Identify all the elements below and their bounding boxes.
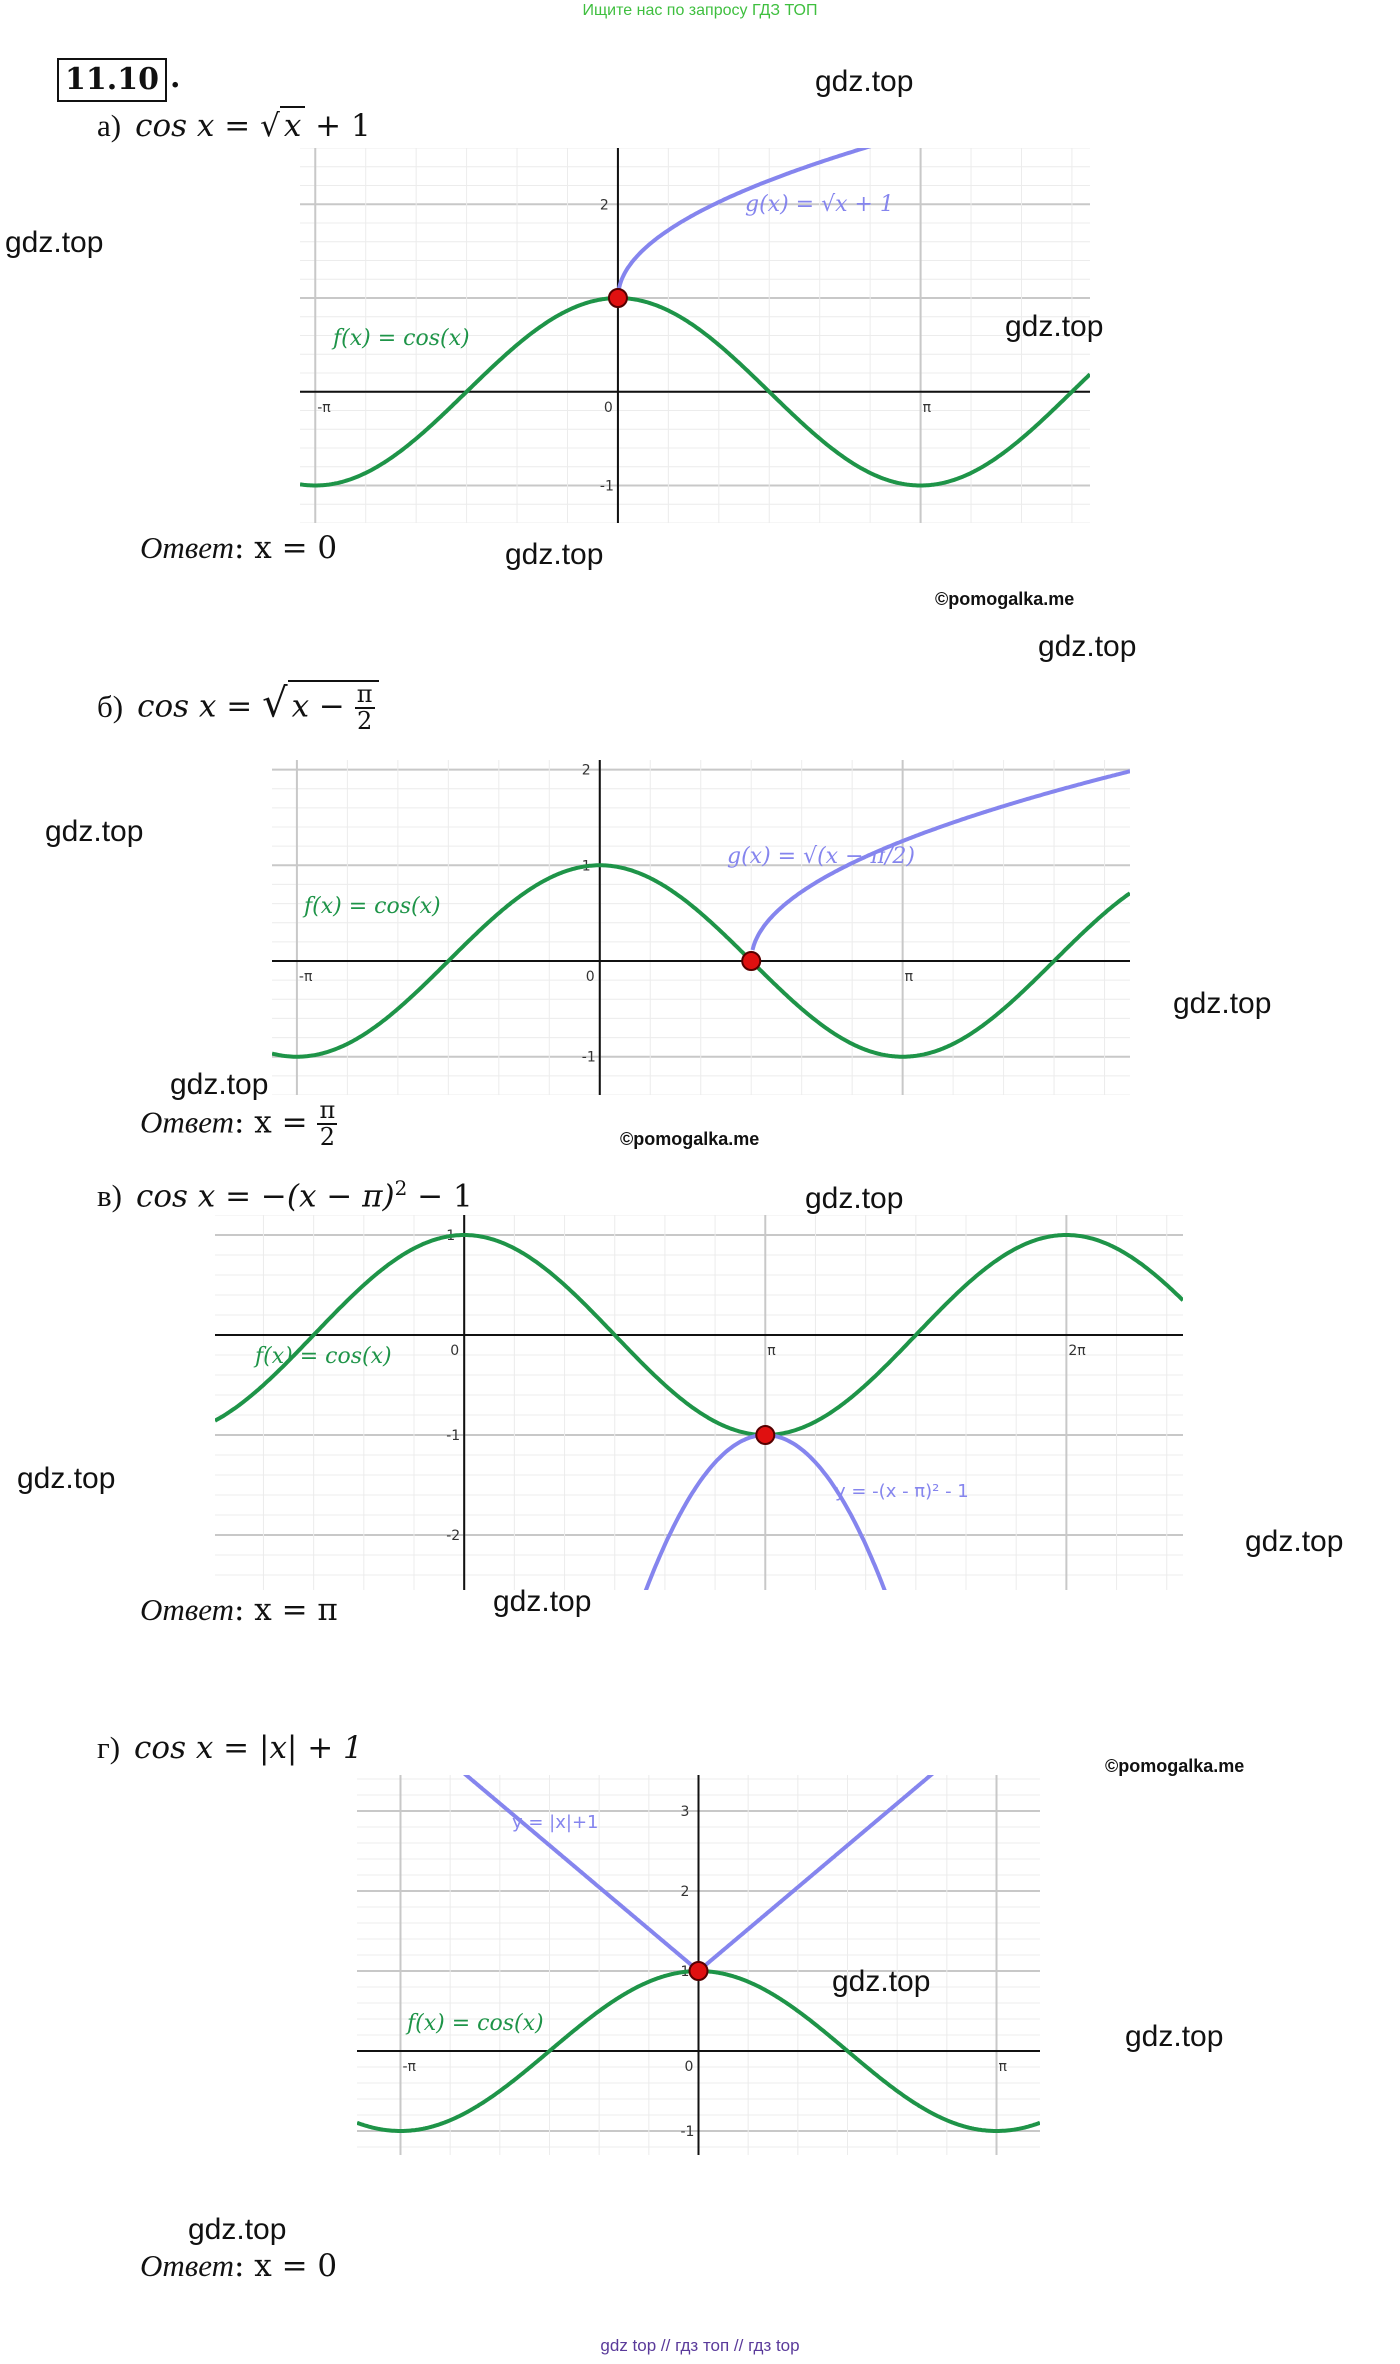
answer-d xyxy=(140,2248,337,2284)
watermark: gdz.top xyxy=(1245,1525,1344,1558)
x-tick-label: π xyxy=(922,399,932,416)
series-label-g: g(x) = √(x − π/2) xyxy=(727,844,915,869)
equation-b-fraction-num: π xyxy=(356,680,373,708)
y-tick-label: -1 xyxy=(599,478,614,495)
equation-a-radicand xyxy=(280,106,305,144)
y-tick-label: 1 xyxy=(581,858,591,875)
watermark: gdz.top xyxy=(170,1068,269,1101)
answer-b-fraction xyxy=(317,1098,337,1150)
watermark: gdz.top xyxy=(17,1462,116,1495)
x-tick-label: -π xyxy=(402,2059,416,2075)
x-tick-label: 0 xyxy=(450,1343,460,1359)
watermark: gdz.top xyxy=(45,815,144,848)
equation-c-power: 2 xyxy=(394,1176,408,1200)
x-tick-label: π xyxy=(998,2059,1007,2075)
equation-b-fraction-den: 2 xyxy=(357,707,373,736)
equation-c-lhs: cos x = −(x − π) xyxy=(135,1178,395,1215)
x-tick-label: 0 xyxy=(603,399,613,416)
equation-d-lhs: cos x = |x| + 1 xyxy=(134,1730,363,1766)
series-label-f: f(x) = cos(x) xyxy=(304,894,441,919)
x-tick-label: π xyxy=(904,969,914,985)
equation-c xyxy=(97,1176,473,1214)
answer-b-fraction-num: π xyxy=(319,1096,336,1124)
equation-a-lhs: cos x = xyxy=(135,108,261,144)
equation-b-radicand xyxy=(288,680,379,734)
watermark: gdz.top xyxy=(1005,310,1104,343)
copyright-mark: ©pomogalka.me xyxy=(620,1129,760,1149)
y-tick-label: 2 xyxy=(581,762,591,779)
part-label-b: б) xyxy=(97,688,124,724)
copyright-mark: ©pomogalka.me xyxy=(935,589,1075,609)
y-tick-label: -1 xyxy=(446,1428,461,1444)
equation-a-root: √ xyxy=(260,108,280,144)
part-label-a: а) xyxy=(97,108,122,143)
task-number-dot: . xyxy=(170,60,181,95)
series-label-f: f(x) = cos(x) xyxy=(255,1344,392,1369)
equation-b-fraction xyxy=(355,682,375,734)
watermark: gdz.top xyxy=(1125,2020,1224,2053)
series-label-f: f(x) = cos(x) xyxy=(333,326,470,351)
grid xyxy=(272,760,1130,1095)
equation-c-rhs: − 1 xyxy=(407,1178,473,1215)
answer-c xyxy=(140,1592,338,1628)
watermark: gdz.top xyxy=(493,1585,592,1618)
series-label-g: g(x) = √x + 1 xyxy=(745,192,894,217)
equation-a-rhs: + 1 xyxy=(305,108,371,144)
series-line-g xyxy=(619,148,1043,290)
watermark: gdz.top xyxy=(505,538,604,571)
graph-a xyxy=(300,148,1090,523)
y-tick-label: 3 xyxy=(680,1804,690,1820)
series-label-g: y = |x|+1 xyxy=(512,1812,599,1833)
answer-c-value: : x = π xyxy=(233,1592,338,1628)
intersection-point xyxy=(742,952,760,970)
answer-b-fraction-den: 2 xyxy=(319,1123,335,1152)
series-label-g: y = -(x - π)² - 1 xyxy=(835,1481,969,1502)
x-tick-label: 0 xyxy=(585,969,595,985)
watermark: gdz.top xyxy=(805,1182,904,1215)
equation-a-radicand-text: x xyxy=(283,108,302,144)
answer-c-word: Ответ xyxy=(140,1592,234,1627)
equation-b-lhs: cos x = xyxy=(137,688,263,725)
watermark: gdz.top xyxy=(188,2213,287,2246)
grid xyxy=(215,1215,1183,1590)
equation-b xyxy=(97,680,379,734)
equation-b-radicand-text: x − xyxy=(291,688,355,725)
x-tick-label: 2π xyxy=(1068,1343,1086,1359)
task-number: 11.10 xyxy=(57,58,167,102)
equation-a xyxy=(97,106,371,144)
answer-b-word: Ответ xyxy=(140,1104,234,1140)
graph-d xyxy=(357,1775,1040,2155)
x-tick-label: -π xyxy=(317,399,331,416)
intersection-point xyxy=(609,289,627,307)
y-tick-label: 2 xyxy=(599,197,609,214)
graph-c xyxy=(215,1215,1183,1590)
copyright-mark: ©pomogalka.me xyxy=(1105,1756,1245,1776)
x-tick-label: -π xyxy=(298,969,313,985)
y-tick-label: 1 xyxy=(680,1964,690,1980)
answer-a-word: Ответ xyxy=(140,530,234,565)
watermark: gdz.top xyxy=(815,65,914,98)
watermark: gdz.top xyxy=(1038,630,1137,663)
y-tick-label: 1 xyxy=(446,1228,456,1244)
answer-b-value: : x = xyxy=(233,1104,318,1141)
x-tick-label: 0 xyxy=(684,2059,694,2075)
watermark: gdz.top xyxy=(832,1965,931,1998)
answer-a-value: : x = 0 xyxy=(233,530,338,566)
intersection-point xyxy=(690,1962,708,1980)
y-tick-label: -2 xyxy=(446,1528,461,1544)
answer-d-word: Ответ xyxy=(140,2248,234,2283)
y-tick-label: -1 xyxy=(680,2124,695,2140)
graph-b xyxy=(272,760,1130,1095)
intersection-point xyxy=(756,1426,774,1444)
answer-b xyxy=(140,1098,337,1150)
watermark: gdz.top xyxy=(1173,987,1272,1020)
footer: gdz top // гдз топ // гдз top xyxy=(600,2336,800,2355)
part-label-c: в) xyxy=(97,1178,122,1214)
y-tick-label: -1 xyxy=(581,1049,596,1066)
series-label-f: f(x) = cos(x) xyxy=(407,2011,544,2036)
equation-b-root: √ xyxy=(262,680,288,727)
top-banner: Ищите нас по запросу ГДЗ ТОП xyxy=(582,2,818,19)
part-label-d: г) xyxy=(97,1730,121,1765)
y-tick-label: 2 xyxy=(680,1884,690,1900)
equation-d xyxy=(97,1730,363,1766)
answer-d-value: : x = 0 xyxy=(233,2248,338,2284)
answer-a xyxy=(140,530,337,566)
watermark: gdz.top xyxy=(5,226,104,259)
x-tick-label: π xyxy=(767,1343,776,1359)
